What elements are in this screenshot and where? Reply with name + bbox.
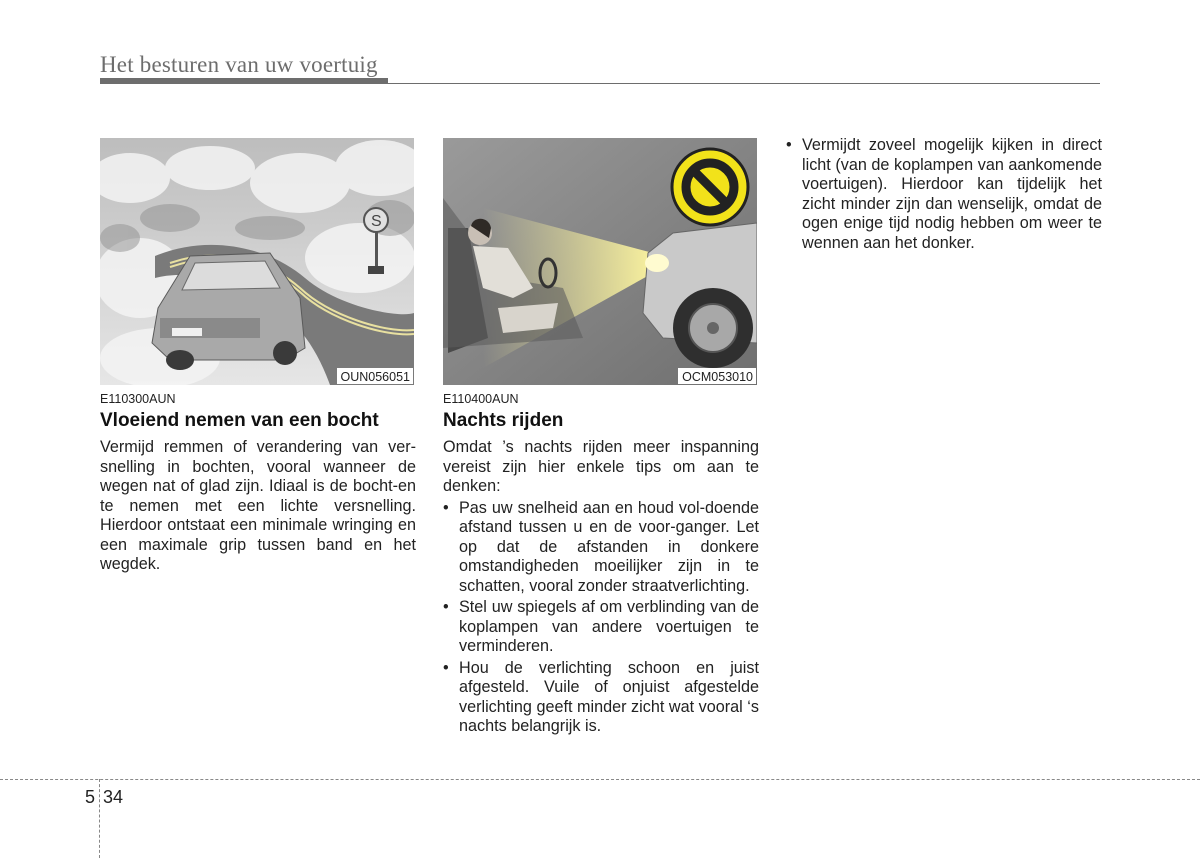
header-rule-thin: [100, 83, 1100, 84]
figure-code: OCM053010: [678, 368, 756, 384]
list-item: • Pas uw snelheid aan en houd vol-doende afstand tussen u en de voor-ganger. Let op dat de afstanden in donkere omstandigheden moeilijker zijn in te schatten, vooral zonder straatverlichting.: [443, 499, 759, 597]
page-number: 34: [103, 787, 124, 807]
footer-rule: [0, 779, 1200, 780]
list-item: • Stel uw spiegels af om verblinding van de koplampen van andere voertuigen te verminderen.: [443, 598, 759, 657]
headlight-glare-prohibited-illustration: [443, 138, 757, 385]
section-code: E110300AUN: [100, 392, 176, 406]
svg-text:S: S: [371, 213, 382, 230]
section-title: Nachts rijden: [443, 410, 564, 431]
section-body: Vermijd remmen of verandering van ver-snelling in bochten, vooral wanneer de wegen nat of glad zijn. Idiaal is de bocht-en te nemen met een lichte versnelling. Hierdoor ontstaat een minimale wringing en een maximale grip tussen band en het wegdek.: [100, 438, 416, 573]
section-code: E110400AUN: [443, 392, 519, 406]
chapter-number: 5: [85, 787, 96, 807]
list-item: • Hou de verlichting schoon en juist afgesteld. Vuile of onjuist afgestelde verlichting geeft minder zicht wat vooral ‘s nachts belangrijk is.: [443, 659, 759, 737]
figure-curvy-road: [100, 138, 414, 385]
running-header: Het besturen van uw voertuig: [100, 52, 378, 77]
section-middle: [443, 392, 759, 739]
list-item: • Vermijdt zoveel mogelijk kijken in direct licht (van de koplampen van aankomende voertuigen). Hierdoor kan tijdelijk het zicht minder zijn dan wenselijk, omdat de ogen enige tijd nodig hebben om weer te wennen aan het donker.: [786, 136, 1102, 253]
prohibition-sign-icon: [672, 149, 748, 225]
section-right: [786, 136, 1102, 255]
footer-vertical-rule: [99, 779, 100, 858]
section-title: Vloeiend nemen van een bocht: [100, 410, 379, 431]
figure-code: OUN056051: [337, 368, 414, 384]
tips-list-continued: [786, 136, 1102, 253]
figure-night-driving: [443, 138, 757, 385]
car-on-curvy-road-illustration: [100, 138, 414, 385]
section-left: [100, 392, 416, 575]
section-intro: Omdat ’s nachts rijden meer inspanning vereist zijn hier enkele tips om aan te denken:: [443, 438, 759, 495]
tips-list: [443, 499, 759, 737]
